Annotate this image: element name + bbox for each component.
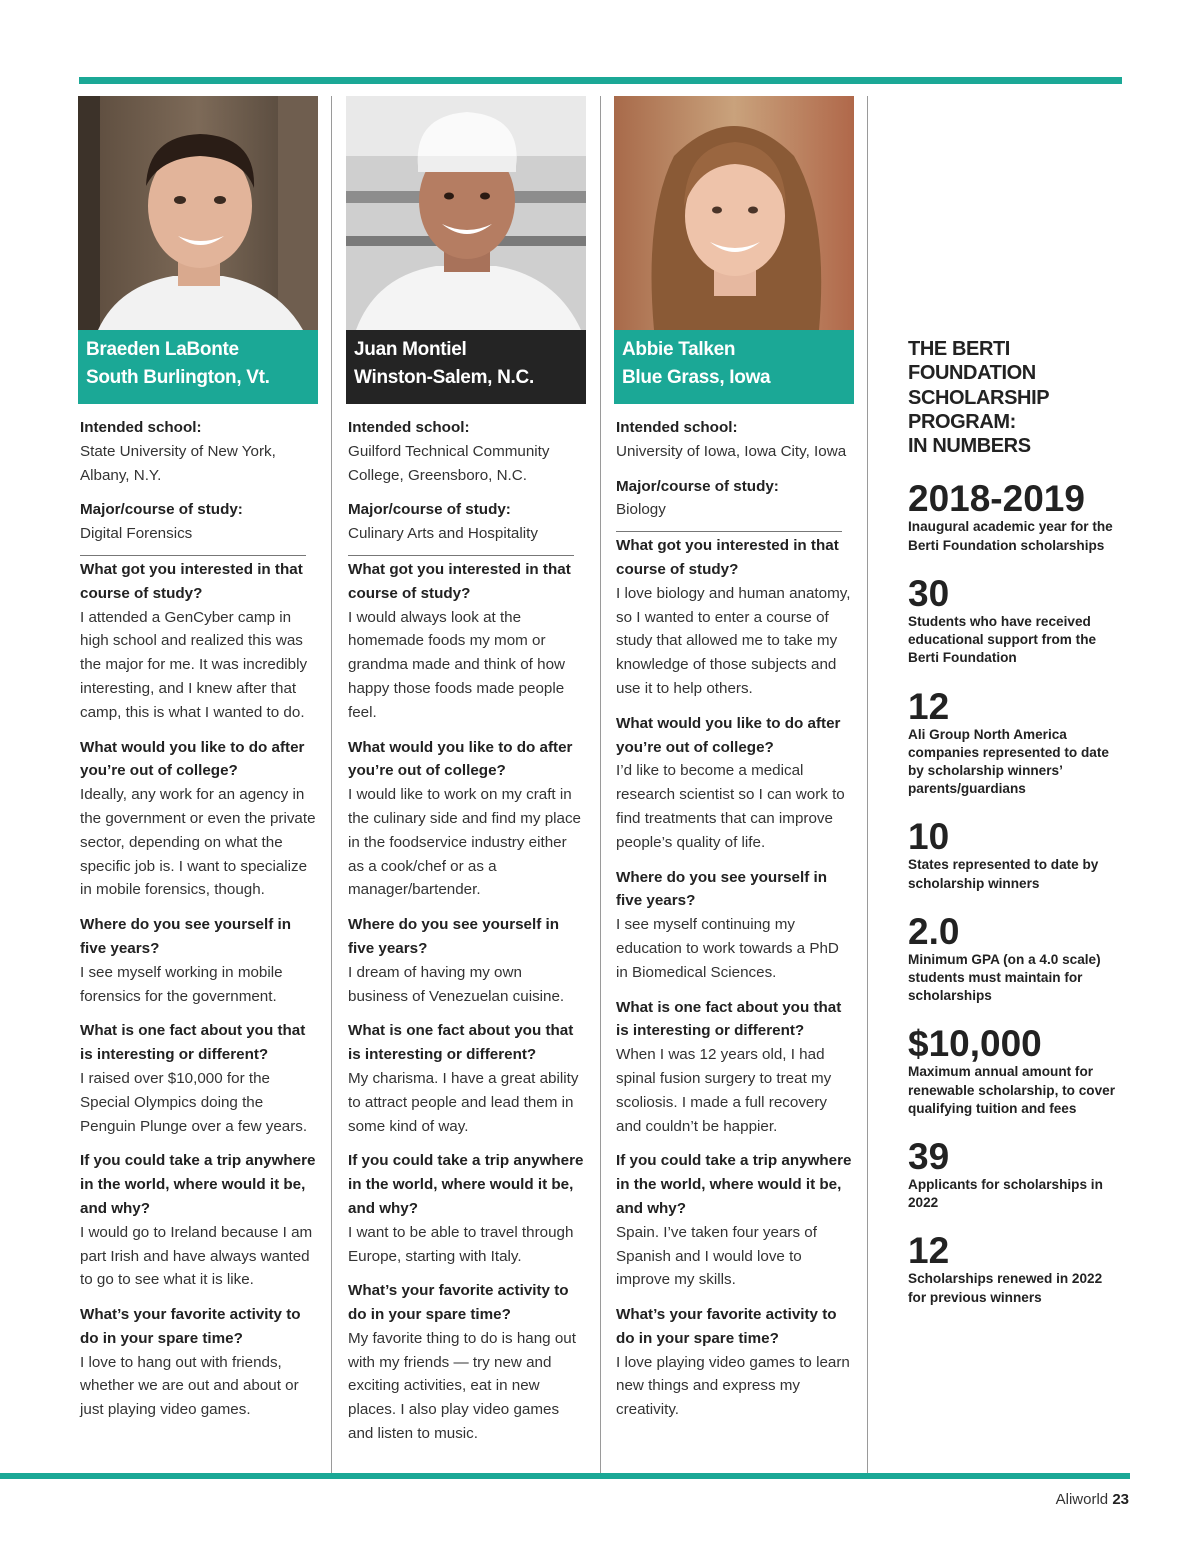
answer: I see myself continuing my education to work towards a PhD in Biomedical Sciences. [616, 916, 839, 981]
stat-item [908, 572, 1123, 668]
stat-item [908, 1232, 1123, 1306]
answer: I see myself working in mobile forensics for the government. [80, 963, 283, 1005]
school-label: Intended school: [348, 419, 470, 436]
school-value: University of Iowa, Iowa City, Iowa [616, 442, 847, 460]
stats-sidebar [908, 337, 1123, 1327]
answer: I love biology and human anatomy, so I wanted to enter a course of study that allowed me to take my knowledge of those subjects and use it to help others. [616, 584, 851, 697]
answer: Ideally, any work for an agency in the government or even the private sector, depending on what the specific job is. I want to specialize in mobile forensics, though. [80, 786, 316, 899]
stat-description: Applicants for scholarships in 2022 [908, 1176, 1103, 1211]
stat-number: 12 [908, 1230, 950, 1272]
profile-name-box [614, 330, 854, 404]
profile-name-box [78, 330, 318, 404]
stat-description: Inaugural academic year for the Berti Foundation scholarships [908, 519, 1113, 553]
stat-number: 39 [908, 1135, 950, 1177]
question: What got you interested in that course of study? [348, 560, 571, 602]
sidebar-title [908, 337, 1123, 458]
question: Where do you see yourself in five years? [348, 916, 559, 957]
profile-photo [614, 96, 854, 330]
question: What is one fact about you that is interesting or different? [80, 1022, 306, 1064]
answer: I love to hang out with friends, whether we are out and about or just playing video games. [80, 1353, 299, 1419]
question: What got you interested in that course of study? [616, 537, 839, 578]
question: What is one fact about you that is interesting or different? [348, 1022, 574, 1064]
stat-description: Scholarships renewed in 2022 for previous winners [908, 1271, 1103, 1305]
answer: My charisma. I have a great ability to attract people and lead them in some kind of way. [348, 1069, 579, 1135]
sidebar-title-line: PROGRAM: [908, 410, 1016, 433]
column-divider [867, 96, 868, 1473]
page-number: 23 [1112, 1491, 1129, 1508]
profile-location: South Burlington, Vt. [86, 367, 270, 388]
section-divider [348, 555, 574, 556]
question: Where do you see yourself in five years? [616, 868, 827, 910]
profile-location: Winston-Salem, N.C. [354, 367, 534, 388]
sidebar-title-line: SCHOLARSHIP [908, 386, 1050, 409]
stat-number: 10 [908, 816, 950, 858]
question: What is one fact about you that is interesting or different? [616, 998, 842, 1040]
top-accent-bar [79, 77, 1122, 84]
question: If you could take a trip anywhere in the world, where would it be, and why? [80, 1152, 316, 1217]
profile-name: Braeden LaBonte [86, 339, 239, 360]
question: What would you like to do after you’re out of college? [80, 738, 305, 780]
question: If you could take a trip anywhere in the world, where would it be, and why? [616, 1152, 852, 1217]
profile-card-1 [78, 96, 318, 1433]
major-label: Major/course of study: [348, 501, 511, 519]
school-value: Guilford Technical Community College, Greensboro, N.C. [348, 442, 550, 484]
question: What got you interested in that course of study? [80, 560, 303, 602]
answer: When I was 12 years old, I had spinal fusion surgery to treat my scoliosis. I made a full recovery and couldn’t be happier. [616, 1046, 832, 1135]
stat-description: States represented to date by scholarship winners [908, 857, 1099, 891]
profile-name: Abbie Talken [622, 339, 736, 360]
question: What would you like to do after you’re out of college? [616, 714, 841, 756]
profile-photo [78, 96, 318, 330]
profile-location: Blue Grass, Iowa [622, 367, 771, 388]
stat-description: Maximum annual amount for renewable scholarship, to cover qualifying tuition and fees [908, 1064, 1115, 1116]
answer: I’d like to become a medical research scientist so I can work to find treatments that can improve people’s quality of life. [616, 762, 845, 851]
section-divider [80, 555, 306, 556]
question: What would you like to do after you’re out of college? [348, 738, 573, 780]
answer: I love playing video games to learn new things and express my creativity. [616, 1353, 850, 1419]
stat-number: 30 [908, 572, 950, 614]
profile-card-3 [614, 96, 854, 1433]
question: Where do you see yourself in five years? [80, 916, 291, 957]
stat-item [908, 1025, 1123, 1118]
question: What’s your favorite activity to do in your spare time? [616, 1306, 837, 1347]
sidebar-title-line: THE BERTI [908, 338, 1010, 360]
sidebar-title-line: IN NUMBERS [908, 435, 1031, 458]
profile-name-box [346, 330, 586, 404]
column-divider [600, 96, 601, 1473]
stat-number: $10,000 [908, 1023, 1042, 1065]
answer: I would go to Ireland because I am part Irish and have always wanted to go to see what it is like. [80, 1223, 313, 1289]
answer: My favorite thing to do is hang out with my friends — try new and exciting activities, eat in new places. I also play video games and listen to music. [348, 1329, 576, 1443]
stat-item [908, 818, 1123, 892]
section-divider [616, 531, 842, 532]
stat-item [908, 480, 1123, 554]
sidebar-title-line: FOUNDATION [908, 362, 1036, 385]
answer: I would like to work on my craft in the culinary side and find my place in the foodservice industry either as a cook/chef or as a manager/bartender. [348, 786, 582, 899]
stat-number: 2.0 [908, 910, 960, 952]
bottom-accent-bar [0, 1473, 1130, 1479]
stat-item [908, 685, 1123, 799]
answer: I dream of having my own business of Venezuelan cuisine. [348, 963, 565, 1005]
question: What’s your favorite activity to do in your spare time? [80, 1306, 301, 1347]
question: What’s your favorite activity to do in your spare time? [348, 1282, 569, 1324]
stat-description: Ali Group North America companies represented to date by scholarship winners’ parents/guardians [908, 726, 1109, 797]
major-label: Major/course of study: [616, 477, 779, 495]
answer: Spain. I’ve taken four years of Spanish and I would love to improve my skills. [616, 1223, 817, 1289]
major-value: Digital Forensics [80, 525, 193, 543]
answer: I attended a GenCyber camp in high school and realized this was the major for me. It was incredibly interesting, and I knew after that camp, this is what I wanted to do. [80, 608, 308, 721]
major-value: Biology [616, 501, 666, 519]
major-value: Culinary Arts and Hospitality [348, 525, 538, 543]
stat-description: Minimum GPA (on a 4.0 scale) students must maintain for scholarships [908, 951, 1101, 1004]
column-divider [331, 96, 332, 1473]
profile-card-2 [346, 96, 586, 1457]
stat-item [908, 1135, 1123, 1212]
profile-name: Juan Montiel [354, 339, 467, 360]
school-label: Intended school: [616, 419, 738, 436]
stat-number: 12 [908, 685, 950, 727]
answer: I want to be able to travel through Europe, starting with Italy. [348, 1223, 574, 1265]
answer: I would always look at the homemade foods my mom or grandma made and think of how happy those foods made people feel. [348, 608, 565, 721]
profile-photo [346, 96, 586, 330]
stat-description: Students who have received educational support from the Berti Foundation [908, 613, 1097, 666]
page-footer [1056, 1491, 1129, 1508]
stat-item [908, 910, 1123, 1006]
school-value: State University of New York, Albany, N.Y. [80, 442, 276, 484]
school-label: Intended school: [80, 419, 202, 436]
question: If you could take a trip anywhere in the world, where would it be, and why? [348, 1152, 584, 1217]
answer: I raised over $10,000 for the Special Olympics doing the Penguin Plunge over a few years. [80, 1069, 308, 1135]
publication-name: Aliworld [1055, 1491, 1109, 1508]
major-label: Major/course of study: [80, 501, 243, 519]
stat-number: 2018-2019 [908, 478, 1085, 520]
